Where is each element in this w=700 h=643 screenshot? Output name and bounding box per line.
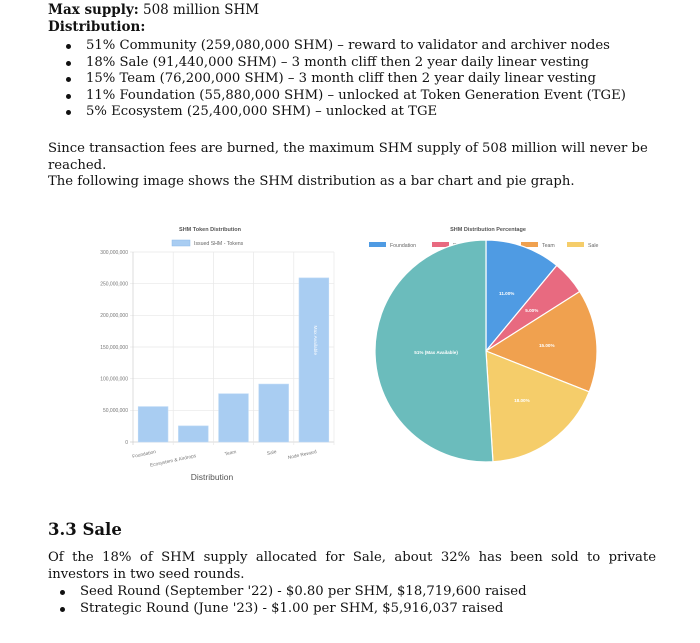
bar-y-tick-label: 150,000,000 [100,344,128,351]
distribution-item: 18% Sale (91,440,000 SHM) – 3 month cliff then 2 year daily linear vesting [86,55,686,72]
distribution-heading: Distribution: [48,19,146,35]
bar-bars [138,278,329,442]
distribution-figure [55,215,625,505]
pie-legend-label[interactable]: Sale [588,243,599,249]
bar-x-tick-label: Node Reward [287,450,318,462]
pie-legend-swatch[interactable] [369,242,386,247]
bar-y-tick-label: 300,000,000 [100,249,128,256]
bar-sale[interactable] [259,384,289,442]
pie-legend-label[interactable]: Foundation [390,243,416,249]
section-heading-sale: 3.3 Sale [48,520,122,539]
pie-legend-swatch[interactable] [567,242,584,247]
bar-team[interactable] [219,394,249,442]
bar-x-tick-label: Team [224,450,237,458]
bar-node-reward[interactable] [299,278,329,442]
bar-foundation[interactable] [138,407,168,442]
bar-x-tick-label: Sale [266,450,278,457]
bar-y-tick-label: 200,000,000 [100,313,128,320]
pie-legend-label[interactable]: Team [542,243,555,249]
bar-y-tick-label: 50,000,000 [102,408,128,415]
distribution-list [48,38,686,121]
bar-ecosystem-airdrops[interactable] [178,426,208,442]
pie-legend-swatch[interactable] [432,242,449,247]
pie-slices [375,240,597,462]
pie-data-label: 18.00% [514,397,530,403]
pie-data-label: 5.00% [525,308,539,314]
pie-data-label: 11.00% [499,291,515,297]
pie-chart-title: SHM Distribution Percentage [450,227,526,233]
bar-chart-title: SHM Token Distribution [179,227,241,233]
distribution-item: 11% Foundation (55,880,000 SHM) – unlocked at Token Generation Event (TGE) [86,88,686,105]
bar-legend-label[interactable]: Issued SHM - Tokens [194,241,244,247]
bar-y-tick-label: 0 [125,439,128,446]
max-supply-value: 508 million SHM [138,2,260,18]
pie-data-label: 15.00% [538,342,555,348]
bar-legend-swatch[interactable] [172,240,190,246]
distribution-item: 51% Community (259,080,000 SHM) – reward to validator and archiver nodes [86,38,686,55]
bar-y-tick-label: 250,000,000 [100,281,128,288]
distribution-item: 15% Team (76,200,000 SHM) – 3 month cliff then 2 year daily linear vesting [86,71,686,88]
sale-round-item: Seed Round (September '22) - $0.80 per SHM, $18,719,600 raised [80,584,680,601]
bar-annotation: Max Available [311,325,317,356]
bar-y-ticks [100,250,128,446]
distribution-item: 5% Ecosystem (25,400,000 SHM) – unlocked at TGE [86,104,686,121]
pie-chart [369,227,598,462]
sale-intro: Of the 18% of SHM supply allocated for Sale, about 32% has been sold to private investors in two seed rounds. [48,550,656,582]
sale-rounds-list [42,584,680,617]
sale-round-item: Strategic Round (June '23) - $1.00 per SHM, $5,916,037 raised [80,601,680,618]
figure-intro: The following image shows the SHM distribution as a bar chart and pie graph. [48,174,575,189]
max-supply-label: Max supply: [48,2,139,18]
bar-x-tick-label: Foundation [131,450,157,460]
bar-chart [100,227,334,482]
bar-y-tick-label: 100,000,000 [100,376,128,383]
bar-x-axis-label: Distribution [190,472,234,482]
bar-x-tick-label: Ecosystem & Airdrops [149,454,197,469]
pie-data-label: 51% (Max Available) [414,350,458,356]
burn-note: Since transaction fees are burned, the maximum SHM supply of 508 million will never be reached. [48,141,648,173]
max-supply-line [48,2,259,19]
bar-x-ticks [132,449,318,469]
